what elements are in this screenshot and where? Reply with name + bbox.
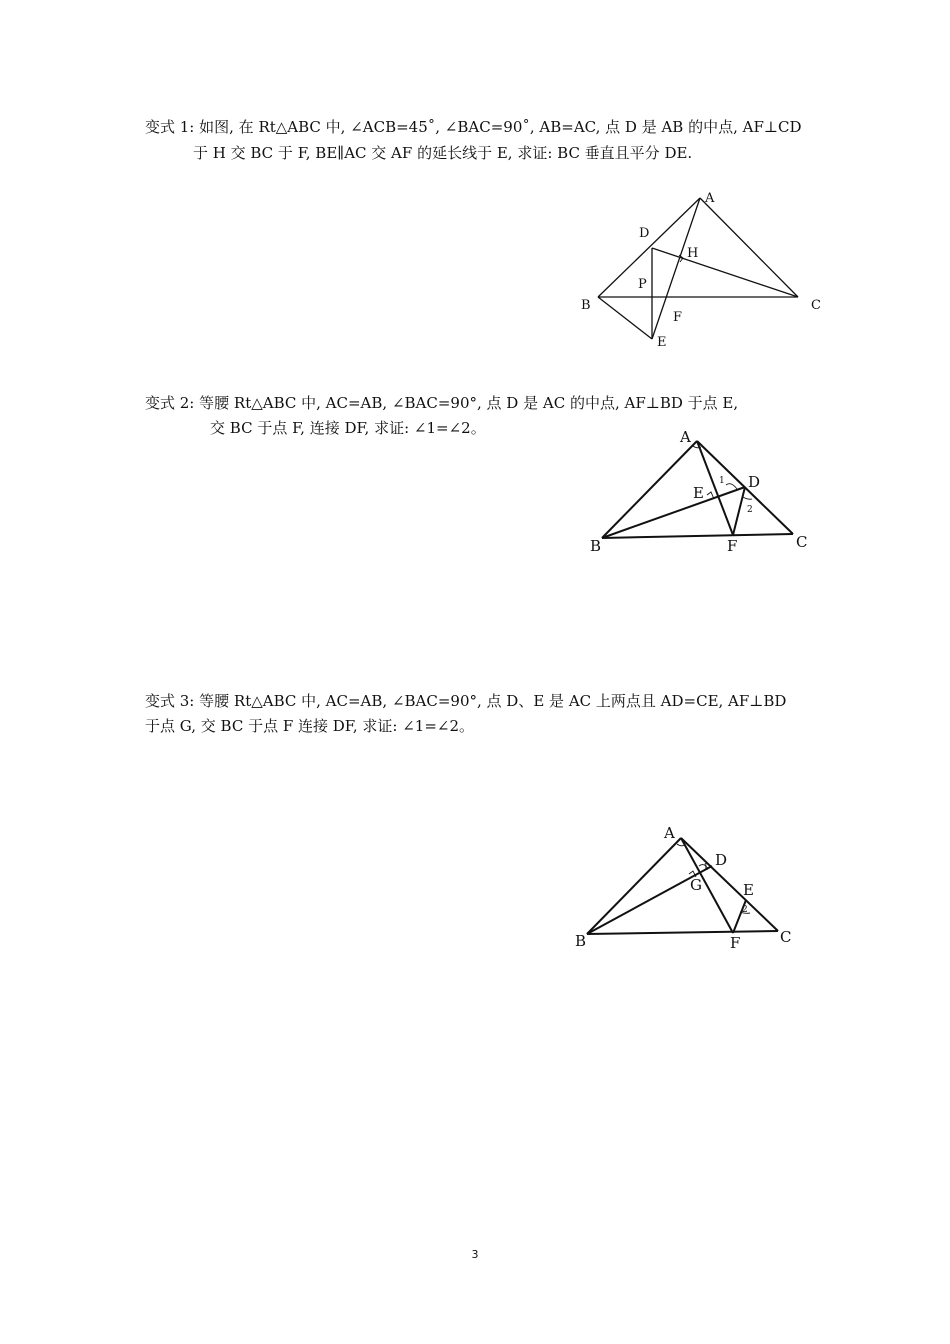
figure-2 bbox=[585, 425, 815, 555]
label-G: G bbox=[690, 876, 702, 894]
label-D: D bbox=[715, 851, 728, 869]
segment-BC bbox=[587, 931, 778, 934]
label-C: C bbox=[811, 298, 821, 313]
angle-2-arc bbox=[743, 497, 752, 499]
label-angle-2: 2 bbox=[742, 905, 748, 915]
label-B: B bbox=[581, 298, 591, 313]
problem2-line1: 变式 2: 等腰 Rt△ABC 中, AC=AB, ∠BAC=90°, 点 D 是 AC 的中点, AF⊥BD 于点 E, bbox=[145, 394, 739, 412]
angle-1-arc bbox=[726, 484, 737, 489]
label-angle-2: 2 bbox=[747, 505, 753, 515]
page-number: 3 bbox=[471, 1248, 479, 1261]
figure-3 bbox=[570, 818, 800, 956]
label-A: A bbox=[705, 191, 715, 206]
label-E: E bbox=[657, 335, 667, 350]
segment-BA bbox=[587, 838, 681, 934]
label-F: F bbox=[727, 537, 738, 555]
problem3-line1: 变式 3: 等腰 Rt△ABC 中, AC=AB, ∠BAC=90°, 点 D、E 是 AC 上两点且 AD=CE, AF⊥BD bbox=[145, 692, 787, 710]
label-E: E bbox=[693, 484, 704, 502]
segment-DC bbox=[652, 248, 798, 297]
label-A: A bbox=[680, 428, 691, 446]
label-H: H bbox=[687, 246, 699, 261]
label-angle-1: 1 bbox=[703, 863, 709, 873]
segment-BE bbox=[598, 297, 652, 339]
label-C: C bbox=[780, 928, 792, 946]
label-F: F bbox=[730, 934, 741, 952]
segment-BA bbox=[602, 441, 697, 538]
label-B: B bbox=[590, 537, 602, 555]
label-D: D bbox=[639, 226, 650, 241]
problem2-line2: 交 BC 于点 F, 连接 DF, 求证: ∠1=∠2。 bbox=[210, 419, 486, 437]
segment-BA bbox=[598, 198, 700, 297]
figure-1 bbox=[575, 185, 835, 350]
segment-AC bbox=[700, 198, 798, 297]
problem3-line2: 于点 G, 交 BC 于点 F 连接 DF, 求证: ∠1=∠2。 bbox=[145, 717, 475, 735]
problem1-line1: 变式 1: 如图, 在 Rt△ABC 中, ∠ACB=45˚, ∠BAC=90˚, AB=AC, 点 D 是 AB 的中点, AF⊥CD bbox=[145, 118, 802, 136]
label-C: C bbox=[796, 533, 808, 551]
segment-BC bbox=[602, 534, 793, 538]
label-P: P bbox=[638, 277, 647, 292]
segment-DF bbox=[733, 487, 745, 535]
label-angle-1: 1 bbox=[719, 476, 725, 486]
label-B: B bbox=[575, 932, 587, 950]
label-F: F bbox=[673, 310, 683, 325]
problem1-line2: 于 H 交 BC 于 F, BE∥AC 交 AF 的延长线于 E, 求证: BC 垂直且平分 DE. bbox=[193, 144, 693, 162]
label-D: D bbox=[748, 473, 761, 491]
label-E: E bbox=[743, 881, 754, 899]
label-A: A bbox=[664, 824, 675, 842]
